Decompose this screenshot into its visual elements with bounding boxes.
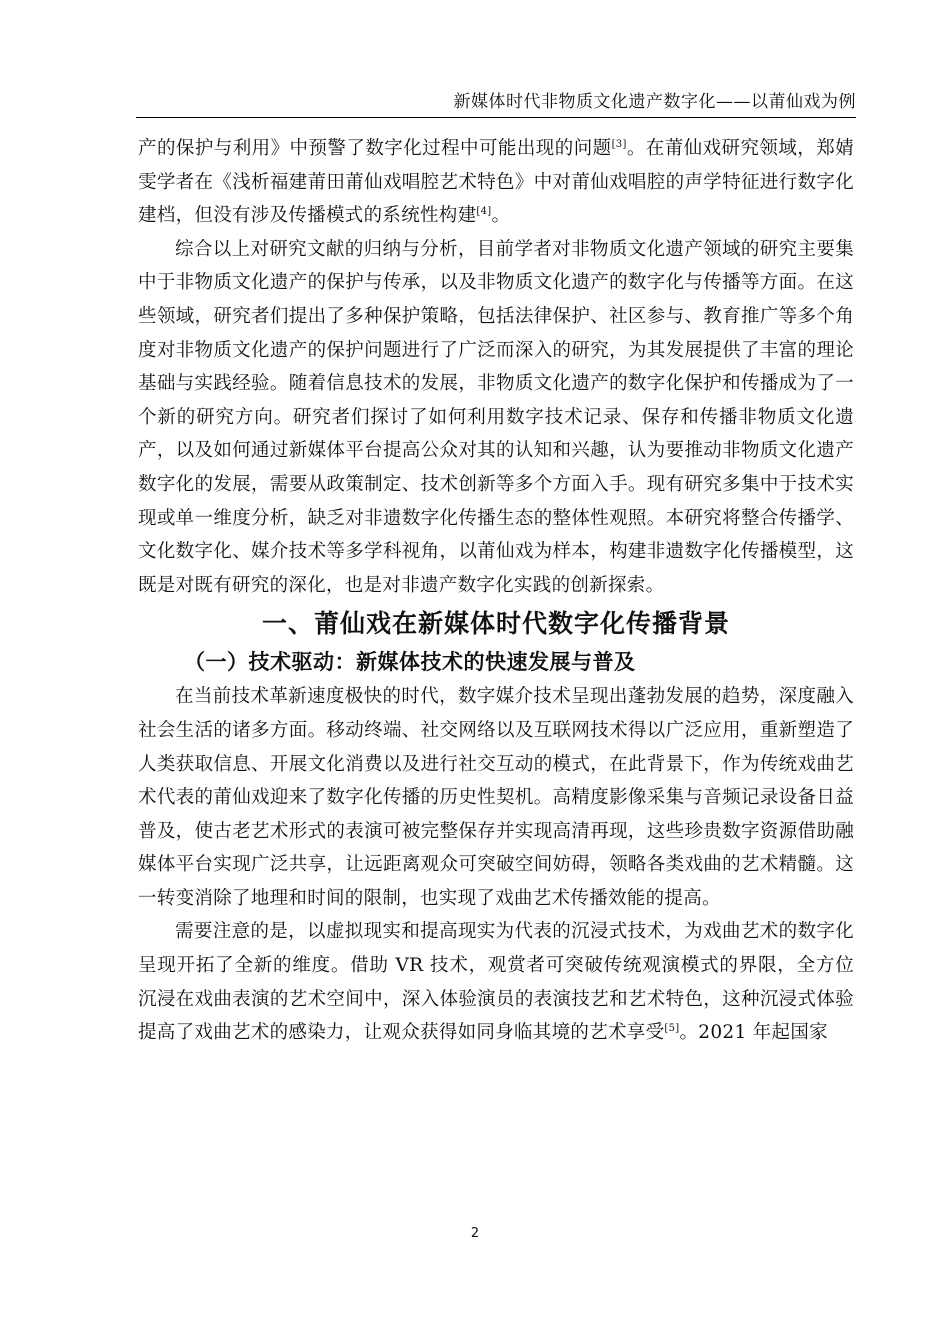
paragraph-continuation <box>138 132 854 233</box>
page-number: 2 <box>470 1226 480 1241</box>
paragraph-text: 。在莆仙戏研究领域，郑婧雯学者在《浅析福建莆田莆仙戏唱腔艺术特色》中对莆仙戏唱腔的声学特征进行数字化建档，但没有涉及传播模式的系统性构建 <box>138 138 854 227</box>
citation-ref: [4] <box>476 206 492 218</box>
page-body <box>138 132 854 1050</box>
paragraph-text: 需要注意的是，以虚拟现实和提高现实为代表的沉浸式技术，为戏曲艺术的数字化呈现开拓了全新的维度。借助 VR 技术，观赏者可突破传统观演模式的界限，全方位沉浸在戏曲表演的艺术空间中，深入体验演员的表演技艺和艺术特色，这种沉浸式体验提高了戏曲艺术的感染力，让观众获得如同身临其境的艺术享受 <box>138 921 854 1044</box>
paragraph-technology: 在当前技术革新速度极快的时代，数字媒介技术呈现出蓬勃发展的趋势，深度融入社会生活的诸多方面。移动终端、社交网络以及互联网技术得以广泛应用，重新塑造了人类获取信息、开展文化消费以及进行社交互动的模式，在此背景下，作为传统戏曲艺术代表的莆仙戏迎来了数字化传播的历史性契机。高精度影像采集与音频记录设备日益普及，使古老艺术形式的表演可被完整保存并实现高清再现，这些珍贵数字资源借助融媒体平台实现广泛共享，让远距离观众可突破空间妨碍，领略各类戏曲的艺术精髓。这一转变消除了地理和时间的限制，也实现了戏曲艺术传播效能的提高。 <box>138 686 854 909</box>
citation-ref: [3] <box>611 138 627 150</box>
paragraph-literature-summary: 综合以上对研究文献的归纳与分析，目前学者对非物质文化遗产领域的研究主要集中于非物质文化遗产的保护与传承，以及非物质文化遗产的数字化与传播等方面。在这些领域，研究者们提出了多种保护策略，包括法律保护、社区参与、教育推广等多个角度对非物质文化遗产的保护问题进行了广泛而深入的研究，为其发展提供了丰富的理论基础与实践经验。随着信息技术的发展，非物质文化遗产的数字化保护和传播成为了一个新的研究方向。研究者们探讨了如何利用数字技术记录、保存和传播非物质文化遗产，以及如何通过新媒体平台提高公众对其的认知和兴趣，认为要推动非物质文化遗产数字化的发展，需要从政策制定、技术创新等多个方面入手。现有研究多集中于技术实现或单一维度分析，缺乏对非遗数字化传播生态的整体性观照。本研究将整合传播学、文化数字化、媒介技术等多学科视角，以莆仙戏为样本，构建非遗数字化传播模型，这既是对既有研究的深化，也是对非遗产数字化实践的创新探索。 <box>138 238 854 596</box>
header-divider <box>136 117 856 118</box>
citation-ref: [5] <box>664 1023 680 1035</box>
paragraph-immersive <box>138 915 854 1049</box>
paragraph-text: 。 <box>491 205 511 227</box>
paragraph-text: 产的保护与利用》中预警了数字化过程中可能出现的问题 <box>138 138 612 159</box>
section-heading: 一、莆仙戏在新媒体时代数字化传播背景 <box>261 609 730 639</box>
subsection-heading: （一）技术驱动：新媒体技术的快速发展与普及 <box>184 650 636 675</box>
paragraph-text: 。2021 年起国家 <box>679 1022 828 1044</box>
running-header: 新媒体时代非物质文化遗产数字化——以莆仙戏为例 <box>453 92 856 112</box>
